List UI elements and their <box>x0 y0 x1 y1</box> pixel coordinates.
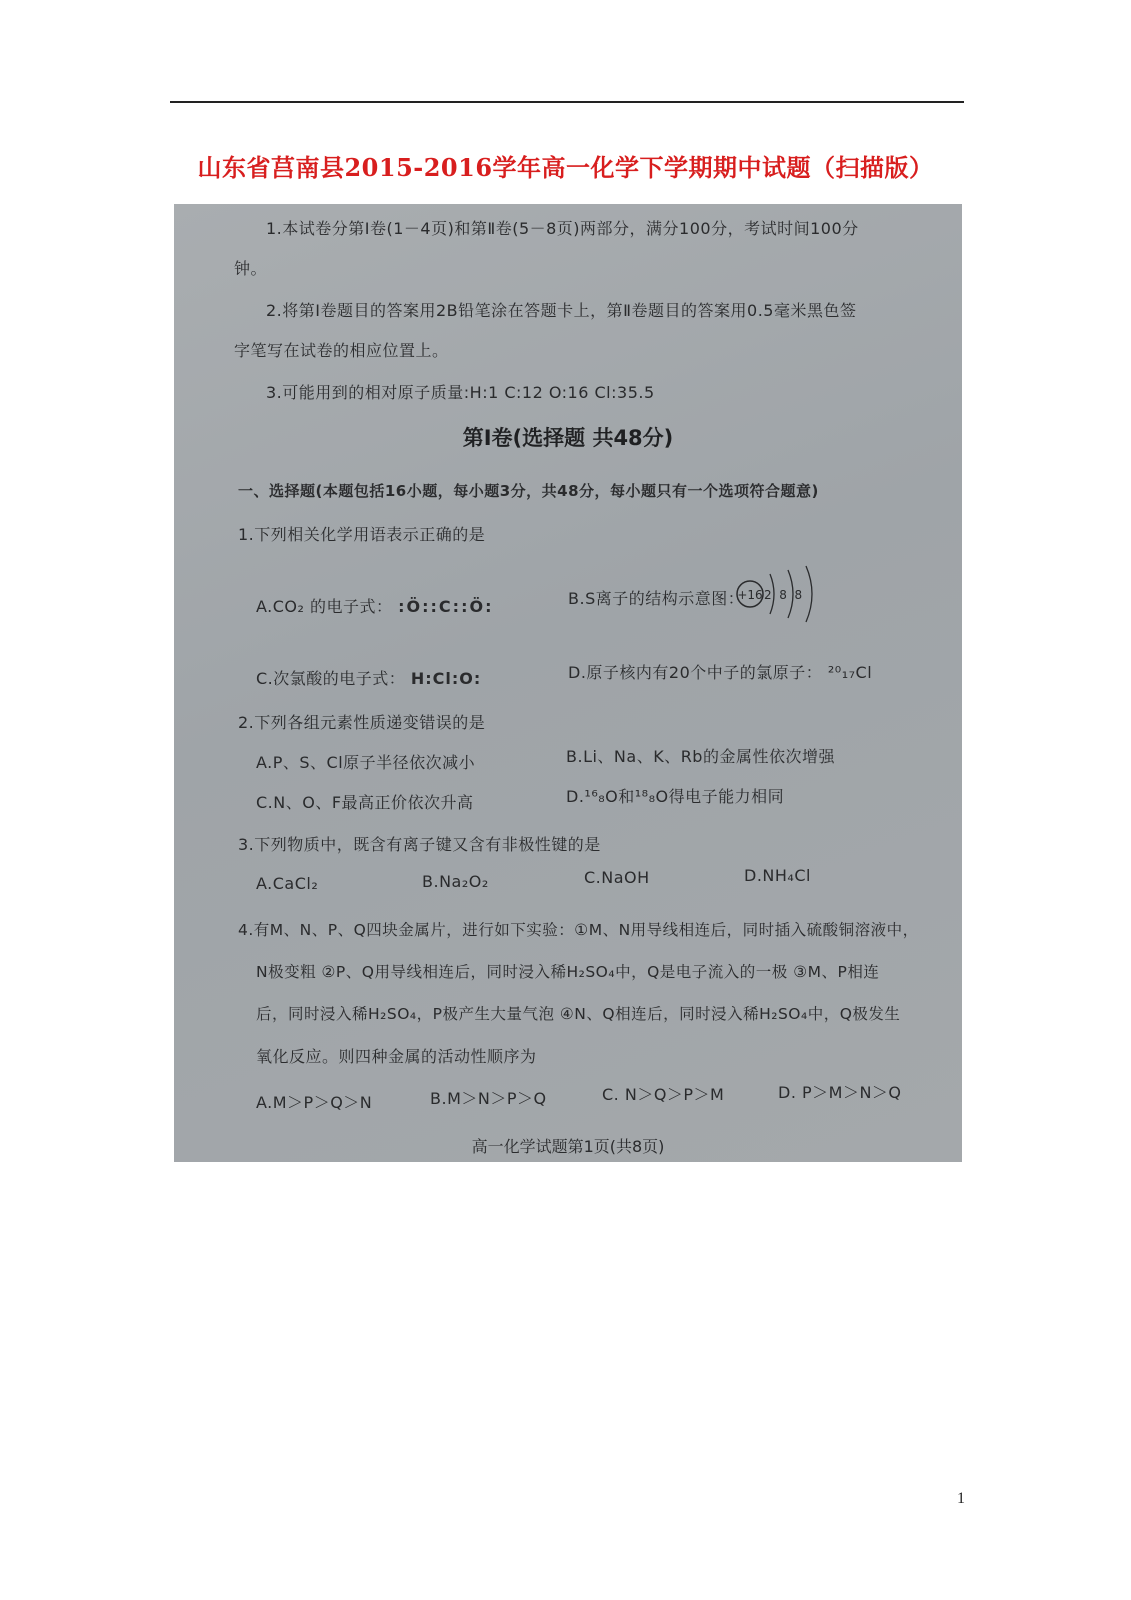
q4-option-a: A.M＞P＞Q＞N <box>256 1093 373 1112</box>
q1-option-d-label: D.原子核内有20个中子的氯原子： <box>568 663 823 682</box>
page-number: 1 <box>957 1490 965 1507</box>
note-line-4: 字笔写在试卷的相应位置上。 <box>234 341 449 360</box>
q3-option-a: A.CaCl₂ <box>256 874 319 893</box>
electron-shell-3 <box>806 566 812 622</box>
q1-option-a-formula: :Ö::C::Ö: <box>398 597 494 616</box>
q1-option-d-formula: ²⁰₁₇Cl <box>827 663 873 682</box>
note-line-3: 2.将第Ⅰ卷题目的答案用2B铅笔涂在答题卡上，第Ⅱ卷题目的答案用0.5毫米黑色签 <box>266 301 857 320</box>
q4-line-1: 4.有M、N、P、Q四块金属片，进行如下实验：①M、N用导线相连后，同时插入硫酸铜溶液中， <box>238 921 919 939</box>
q1-option-c-formula: H:Cl:O: <box>410 669 482 688</box>
shell-electron-counts: 2 8 8 <box>764 588 803 602</box>
note-line-2: 钟。 <box>234 259 268 278</box>
q1-option-c-label: C.次氯酸的电子式： <box>256 669 406 688</box>
q4-option-c: C. N＞Q＞P＞M <box>602 1085 725 1104</box>
header-rule <box>170 101 964 103</box>
note-line-5: 3.可能用到的相对原子质量:H:1 C:12 O:16 Cl:35.5 <box>266 383 655 402</box>
q1-option-c <box>256 666 481 689</box>
q1-option-d <box>568 660 872 683</box>
q4-line-3: 后，同时浸入稀H₂SO₄，P极产生大量气泡 ④N、Q相连后，同时浸入稀H₂SO₄中，Q极发生 <box>256 1005 901 1023</box>
q1-option-b-label: B.S离子的结构示意图： <box>568 589 745 608</box>
q4-line-2: N极变粗 ②P、Q用导线相连后，同时浸入稀H₂SO₄中，Q是电子流入的一极 ③M、P相连 <box>256 963 880 981</box>
q2-option-b: B.Li、Na、K、Rb的金属性依次增强 <box>566 747 835 766</box>
q3-option-b: B.Na₂O₂ <box>422 872 489 891</box>
scan-page-footer: 高一化学试题第1页(共8页) <box>471 1137 665 1156</box>
q2-stem: 2.下列各组元素性质递变错误的是 <box>238 713 486 732</box>
section-title: 第Ⅰ卷(选择题 共48分) <box>462 426 674 450</box>
q4-option-b: B.M＞N＞P＞Q <box>430 1089 547 1108</box>
nucleus-label: +16 <box>737 588 763 602</box>
sulfur-ion-structure-diagram <box>734 564 854 634</box>
q4-line-4: 氧化反应。则四种金属的活动性顺序为 <box>256 1047 537 1066</box>
q1-stem: 1.下列相关化学用语表示正确的是 <box>238 525 486 544</box>
q1-option-a <box>256 594 493 617</box>
q2-option-c: C.N、O、F最高正价依次升高 <box>256 793 474 812</box>
q2-option-d: D.¹⁶₈O和¹⁸₈O得电子能力相同 <box>566 787 785 806</box>
note-line-1: 1.本试卷分第Ⅰ卷(1－4页)和第Ⅱ卷(5－8页)两部分，满分100分，考试时间100分 <box>266 219 859 238</box>
scanned-exam-page <box>174 204 962 1162</box>
q3-stem: 3.下列物质中，既含有离子键又含有非极性键的是 <box>238 835 601 854</box>
q1-option-a-label: A.CO₂ 的电子式： <box>256 597 393 616</box>
part-heading: 一、选择题(本题包括16小题，每小题3分，共48分，每小题只有一个选项符合题意) <box>238 482 819 500</box>
q3-option-d: D.NH₄Cl <box>744 866 811 885</box>
q2-option-a: A.P、S、Cl原子半径依次减小 <box>256 753 476 772</box>
document-title: 山东省莒南县2015-2016学年高一化学下学期期中试题（扫描版） <box>197 153 934 182</box>
q4-option-d: D. P＞M＞N＞Q <box>778 1083 902 1102</box>
q3-option-c: C.NaOH <box>584 868 650 887</box>
